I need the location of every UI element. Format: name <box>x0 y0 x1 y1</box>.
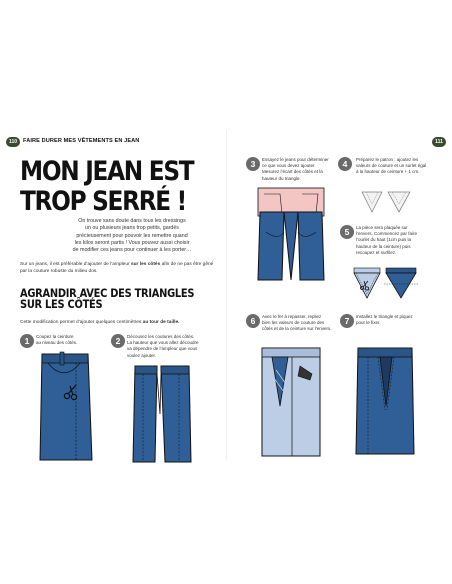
page-number-right: 111 <box>432 137 446 147</box>
step-5-text <box>356 225 417 256</box>
step-line: Avec le fer à repasser, repliez <box>262 314 322 319</box>
step-line: hauteur de la ceinture) puis <box>356 243 411 249</box>
body-paragraph <box>20 262 220 275</box>
step-line: l’ourlet du haut (1cm puis la <box>356 237 412 243</box>
step-line: voulez ajouter. <box>127 352 157 358</box>
step-line: recoupez et surfilez. <box>356 249 397 255</box>
body-text: Sur un jeans, il est préférable d’ajouter de l’ampleur <box>20 262 131 267</box>
step-line: côtés et de la ceinture sur l’envers. <box>262 326 332 332</box>
step-6-illustration <box>262 346 322 458</box>
step-line: Essayez le jeans pour déterminer <box>262 157 329 162</box>
step-line: Mesurez l’écart des côtés et la <box>262 169 323 175</box>
step-line: bien les valeurs de couture des <box>262 320 325 326</box>
step-line: Installez le triangle et piquez <box>356 314 413 319</box>
intro-paragraph <box>44 218 220 254</box>
section-intro <box>20 320 179 325</box>
step-3-illustration <box>258 188 330 282</box>
scissors-icon <box>64 384 80 400</box>
body-text: afin de ne pas être gêné par la couture robuste du milieu dos. <box>20 262 214 274</box>
step-7-badge: 7 <box>340 314 354 328</box>
step-2-text <box>127 334 199 359</box>
intro-line: les kilos seront partis ! Vous pouvez aussi choisir <box>74 239 190 246</box>
step-6-badge: 6 <box>246 314 260 328</box>
step-5-badge: 5 <box>340 225 354 239</box>
page-gutter <box>226 130 227 460</box>
step-3-text <box>262 157 329 182</box>
intro-line: On trouve sans doute dans tous les dressings <box>78 218 186 224</box>
step-6-text <box>262 314 332 333</box>
step-4-text <box>356 157 426 176</box>
body-emphasis: sur les côtés <box>130 262 161 267</box>
step-7-text <box>356 314 413 326</box>
intro-line: un ou plusieurs jeans trop petits, gardés <box>85 225 179 232</box>
section-title-line-2: SUR LES CÔTÉS <box>20 298 103 311</box>
step-4-illustration <box>360 190 414 214</box>
step-line: La hauteur que vous allez découdre <box>127 340 199 346</box>
step-line: Coupez la ceinture <box>36 334 74 339</box>
body-emphasis: au tour de taille. <box>142 320 180 325</box>
section-title <box>20 288 194 310</box>
step-line: La pièce sera plaquée sur <box>356 225 408 230</box>
step-4-badge: 4 <box>338 157 352 171</box>
section-title-line-1: AGRANDIR AVEC DES TRIANGLES <box>20 287 195 300</box>
step-line: Décousez les coutures des côtés. <box>127 334 195 339</box>
step-line: pour le fixer. <box>356 320 381 326</box>
step-2-badge: 2 <box>111 334 125 348</box>
running-head: FAIRE DURER MES VÊTEMENTS EN JEAN <box>23 138 140 144</box>
step-line: Préparez le patron : ajoutez les <box>356 157 419 162</box>
body-text: Cette modification permet d’ajouter quelques centimètres <box>20 320 143 325</box>
title-line-1: MON JEAN EST <box>20 156 194 187</box>
intro-line: de modifier ces jeans pour continuer à les porter… <box>72 247 192 254</box>
step-7-illustration <box>356 346 416 456</box>
scissors-icon <box>360 280 370 290</box>
step-3-badge: 3 <box>246 157 260 171</box>
step-line: l’envers. Commencez par faire <box>356 231 418 237</box>
step-line: ce que vous devez ajouter. <box>262 163 316 169</box>
intro-line: précieusement pour pouvoir les remettre quand <box>76 232 188 239</box>
title-line-2: TROP SERRÉ ! <box>20 186 186 217</box>
step-1-badge: 1 <box>20 334 34 348</box>
step-line: valeurs de couture et un surlet égal <box>356 163 427 169</box>
step-line: va dépendre de l’ampleur que vous <box>127 346 198 352</box>
step-line: au niveau des côtés. <box>36 340 78 346</box>
step-line: à la hauteur de ceinture + 1 cm. <box>356 169 420 175</box>
step-1-text <box>36 334 77 346</box>
step-2-illustration <box>133 364 193 464</box>
step-line: hauteur du triangle. <box>262 175 301 181</box>
step-1-illustration <box>40 352 100 462</box>
page-number-left: 110 <box>6 137 20 147</box>
